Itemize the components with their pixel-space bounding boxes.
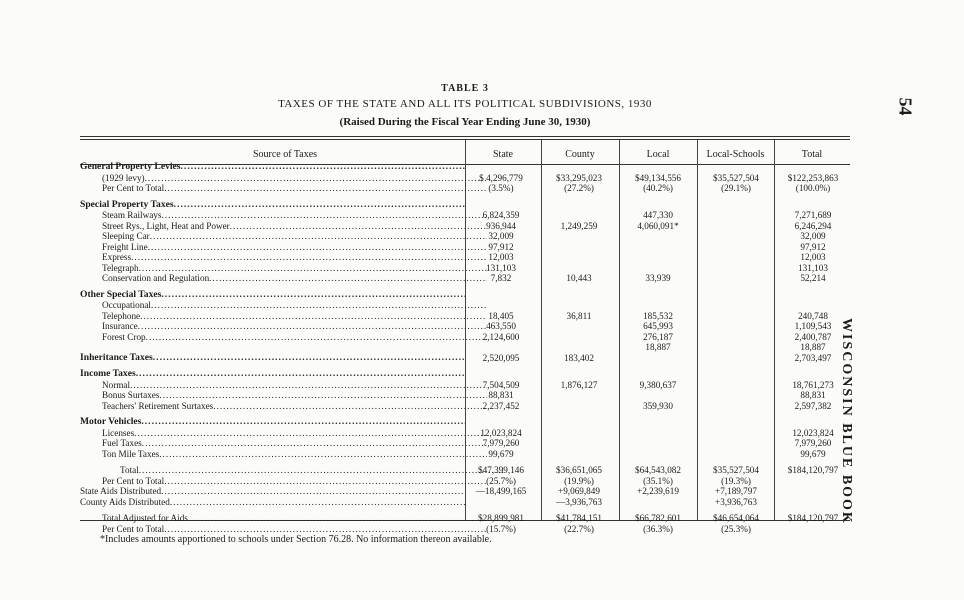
row-label: Express ..... xyxy=(80,252,487,263)
cell-local: 447,330 xyxy=(643,210,673,220)
cell-state: 18,405 xyxy=(488,310,514,321)
cell-total: 1,109,543 xyxy=(794,321,832,331)
cell-state: 463,550 xyxy=(486,321,516,331)
cell-total: 240,748 xyxy=(798,310,828,321)
row-label: County Aids Distributed ..... xyxy=(80,497,465,508)
cell-total: 2,400,787 xyxy=(794,331,832,342)
cell-local: $64,543,082 xyxy=(635,465,681,475)
column-header-local-schools: Local-Schools xyxy=(706,149,765,160)
cell-ls: (25.3%) xyxy=(721,523,751,534)
table-row xyxy=(80,273,850,284)
row-label: Normal ..... xyxy=(80,380,487,391)
cell-county: (19.9%) xyxy=(564,475,594,486)
cell-total: 2,703,497 xyxy=(794,352,832,363)
cell-state: (25.7%) xyxy=(486,475,516,486)
cell-county: (22.7%) xyxy=(564,523,594,534)
cell-state: 7,832 xyxy=(490,273,512,283)
row-label: Telephone ..... xyxy=(80,311,487,322)
cell-state: (3.5%) xyxy=(488,183,514,193)
table-row xyxy=(80,300,850,311)
cell-state: 32,009 xyxy=(488,231,514,241)
row-label: Teachers' Retirement Surtaxes ..... xyxy=(80,401,487,412)
table-row xyxy=(80,428,850,439)
cell-state: 2,124,600 xyxy=(482,331,520,342)
cell-state: 936,944 xyxy=(486,220,516,231)
cell-local: $49,134,556 xyxy=(635,172,681,183)
row-label: Total Adjusted for Aids ..... xyxy=(80,513,487,524)
cell-local: 645,993 xyxy=(643,321,673,331)
table-row xyxy=(80,231,850,242)
cell-total: 7,271,689 xyxy=(794,210,832,220)
cell-ls: $46,654,064 xyxy=(713,513,759,523)
row-label: Telegraph ..... xyxy=(80,263,487,274)
row-label: Special Property Taxes ..... xyxy=(80,200,465,211)
column-header-total: Total xyxy=(801,149,823,160)
table-row xyxy=(80,390,850,401)
table-subtitle: (Raised During the Fiscal Year Ending June 30, 1930) xyxy=(339,116,591,128)
cell-county: $36,651,065 xyxy=(556,465,602,475)
cell-local: (35.1%) xyxy=(643,475,673,486)
cell-state: 97,912 xyxy=(488,241,514,252)
cell-total: 131,103 xyxy=(798,262,828,273)
row-label: Per Cent to Total ..... xyxy=(80,524,487,535)
table-row xyxy=(80,332,850,343)
table-row xyxy=(80,401,850,412)
table-row xyxy=(80,290,850,301)
cell-local: 33,939 xyxy=(645,273,671,283)
footnote: *Includes amounts apportioned to schools under Section 76.28. No information thereon available. xyxy=(100,534,492,545)
page-number: 54 xyxy=(895,97,916,116)
cell-ls: +3,936,763 xyxy=(715,496,757,507)
cell-total: 32,009 xyxy=(800,231,826,241)
column-header-county: County xyxy=(565,149,595,160)
cell-state: 99,679 xyxy=(488,448,514,459)
cell-total: $122,253,863 xyxy=(787,172,839,183)
cell-state: 131,103 xyxy=(486,262,516,273)
cell-ls: +7,189,797 xyxy=(715,486,757,496)
cell-state: 88,831 xyxy=(488,390,514,400)
cell-county: $41,784,151 xyxy=(556,513,602,523)
table-row xyxy=(80,417,850,428)
cell-county: $33,295,023 xyxy=(556,172,602,183)
cell-total: 99,679 xyxy=(800,448,826,459)
table-row xyxy=(80,321,850,332)
row-label: Other Special Taxes ..... xyxy=(80,290,465,301)
cell-state: 7,504,509 xyxy=(482,379,520,390)
cell-state: 2,520,095 xyxy=(482,352,520,363)
row-label: Steam Railways ..... xyxy=(80,210,487,221)
cell-local: (40.2%) xyxy=(643,183,673,193)
cell-county: 1,876,127 xyxy=(560,379,598,390)
row-label: General Property Levies ..... xyxy=(80,162,465,173)
row-label: Conservation and Regulation ..... xyxy=(80,273,487,284)
table-row xyxy=(80,497,850,508)
table-row xyxy=(80,380,850,391)
cell-state: 6,824,359 xyxy=(482,210,520,220)
table-title: TAXES OF THE STATE AND ALL ITS POLITICAL SUBDIVISIONS, 1930 xyxy=(278,98,652,110)
table-row xyxy=(80,476,850,487)
column-header-local: Local xyxy=(646,149,670,160)
cell-total: 2,597,382 xyxy=(794,400,832,411)
row-label: Per Cent to Total ..... xyxy=(80,183,487,194)
cell-state: $28,899,981 xyxy=(478,513,524,523)
table-row xyxy=(80,221,850,232)
table-row xyxy=(80,263,850,274)
cell-ls: $35,527,504 xyxy=(713,465,759,475)
cell-local: 9,380,637 xyxy=(639,379,677,390)
table-row xyxy=(80,353,850,364)
table-row xyxy=(80,524,850,535)
cell-state: —18,499,165 xyxy=(475,486,527,496)
row-label: Inheritance Taxes ..... xyxy=(80,353,465,364)
column-header-source: Source of Taxes xyxy=(252,149,318,160)
cell-total: 52,214 xyxy=(800,273,826,283)
cell-local: 18,887 xyxy=(645,342,671,352)
cell-total: 18,761,273 xyxy=(792,379,834,390)
row-label: Fuel Taxes ..... xyxy=(80,438,487,449)
cell-total: 7,979,260 xyxy=(794,438,832,448)
table-label: TABLE 3 xyxy=(441,83,489,94)
tax-table xyxy=(80,162,850,534)
table-row xyxy=(80,513,850,524)
cell-local: 4,060,091* xyxy=(637,220,679,231)
cell-total: $184,120,797 xyxy=(787,465,839,475)
row-label: Licenses ..... xyxy=(80,428,487,439)
cell-local: 185,532 xyxy=(643,310,673,321)
top-rule xyxy=(80,136,850,137)
cell-total: 18,887 xyxy=(800,342,826,352)
cell-state: 2,237,452 xyxy=(482,400,520,411)
table-row xyxy=(80,200,850,211)
row-label: Total ..... xyxy=(80,465,505,476)
table-row xyxy=(80,210,850,221)
row-label: Bonus Surtaxes ..... xyxy=(80,390,487,401)
cell-state: $ 4,296,779 xyxy=(479,172,523,183)
row-label: Freight Line ..... xyxy=(80,242,487,253)
running-head: WISCONSIN BLUE BOOK xyxy=(839,318,854,525)
cell-state: (15.7%) xyxy=(486,523,516,534)
row-label: Per Cent to Total ..... xyxy=(80,476,487,487)
table-row xyxy=(80,369,850,380)
row-label: Insurance ..... xyxy=(80,321,487,332)
table-row xyxy=(80,486,850,497)
table-row xyxy=(80,162,850,173)
table-row xyxy=(80,252,850,263)
table-row xyxy=(80,242,850,253)
cell-ls: (19.3%) xyxy=(721,475,751,486)
cell-county: +9,069,849 xyxy=(558,486,600,496)
cell-county: 183,402 xyxy=(564,352,594,363)
row-label: Occupational ..... xyxy=(80,300,487,311)
cell-county: —3,936,763 xyxy=(556,496,602,507)
table-row xyxy=(80,465,850,476)
cell-total: $184,120,797 xyxy=(787,513,839,523)
cell-county: 36,811 xyxy=(566,310,592,321)
table-row xyxy=(80,438,850,449)
table-row xyxy=(80,449,850,460)
cell-local: +2,239,619 xyxy=(637,486,679,496)
cell-local: 276,187 xyxy=(643,331,673,342)
table-row xyxy=(80,183,850,194)
row-label: (1929 levy) ..... xyxy=(80,173,487,184)
row-label: Sleeping Car ..... xyxy=(80,231,487,242)
cell-total: 6,246,294 xyxy=(794,220,832,231)
row-label: Motor Vehicles ..... xyxy=(80,417,465,428)
cell-local: 359,930 xyxy=(643,400,673,411)
table-row xyxy=(80,342,850,353)
cell-county: (27.2%) xyxy=(564,183,594,193)
cell-ls: $35,527,504 xyxy=(713,172,759,183)
row-label: Street Rys., Light, Heat and Power ..... xyxy=(80,221,487,232)
cell-total: 97,912 xyxy=(800,241,826,252)
row-label: Ton Mile Taxes ..... xyxy=(80,449,487,460)
cell-total: 88,831 xyxy=(800,390,826,400)
cell-county: 10,443 xyxy=(566,273,592,283)
column-header-state: State xyxy=(493,149,513,160)
cell-state: $47,399,146 xyxy=(478,465,524,475)
cell-state: 12,003 xyxy=(488,252,514,262)
row-label: Income Taxes ..... xyxy=(80,369,465,380)
row-label: State Aids Distributed ..... xyxy=(80,486,465,497)
cell-ls: (29.1%) xyxy=(721,183,751,193)
cell-county: 1,249,259 xyxy=(560,220,598,231)
cell-local: (36.3%) xyxy=(643,523,673,534)
cell-total: 12,003 xyxy=(800,252,826,262)
cell-total: (100.0%) xyxy=(795,183,831,193)
cell-total: 12,023,824 xyxy=(792,427,834,438)
cell-state: 12,023,824 xyxy=(480,427,522,438)
cell-state: 7,979,260 xyxy=(482,438,520,448)
cell-local: $66,782,601 xyxy=(635,513,681,523)
table-row xyxy=(80,173,850,184)
table-row xyxy=(80,311,850,322)
row-label: Forest Crop ..... xyxy=(80,332,487,343)
